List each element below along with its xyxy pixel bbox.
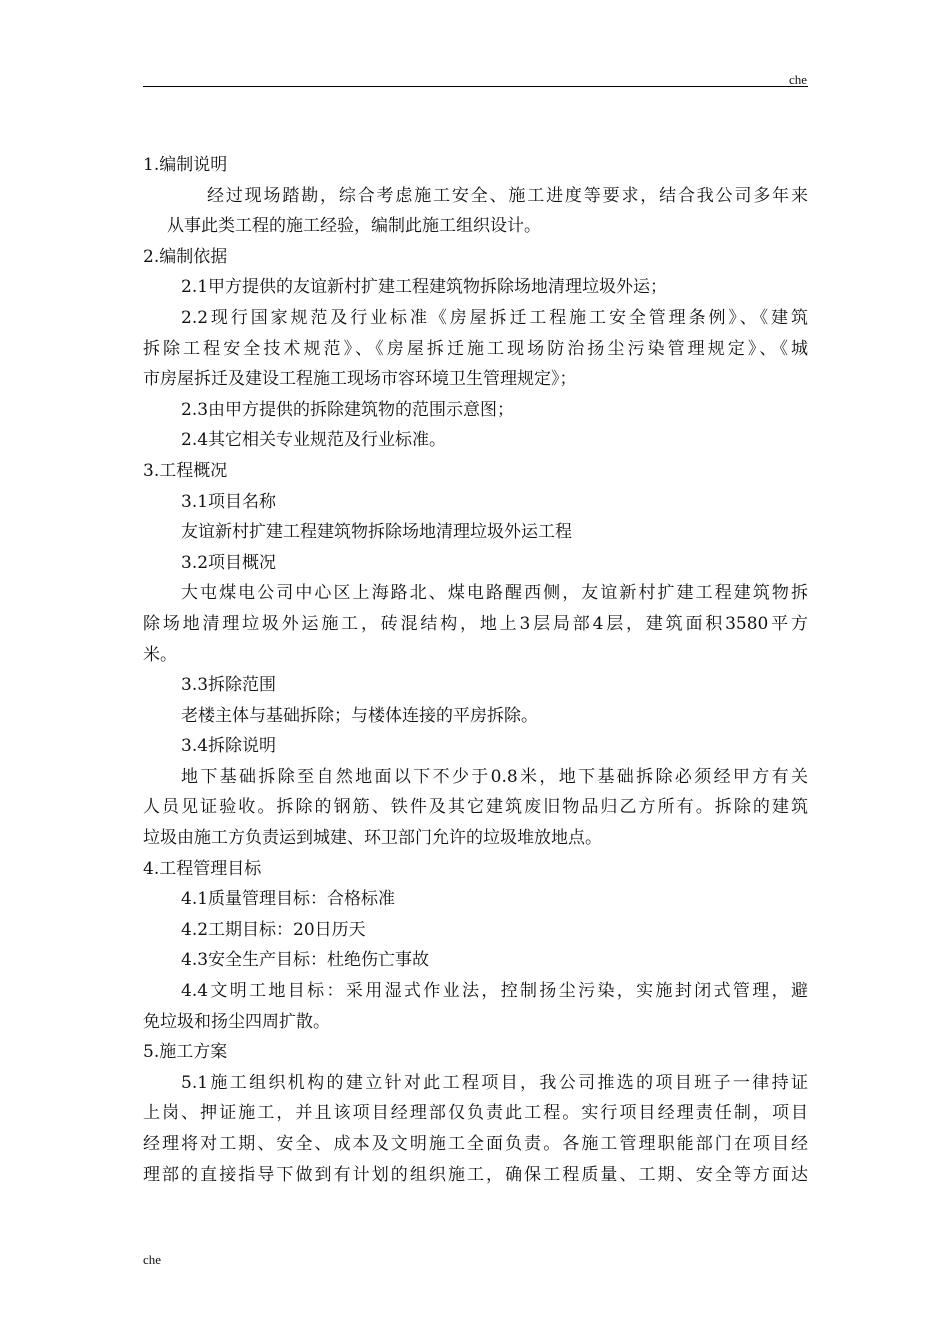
subheading: 3.2项目概况: [181, 552, 277, 573]
paragraph-line: 5.1施工组织机构的建立针对此工程项目，我公司推选的项目班子一律持证: [181, 1072, 808, 1093]
paragraph-line: 米。: [143, 644, 177, 665]
paragraph-line: 地下基础拆除至自然地面以下不少于0.8米，地下基础拆除必须经甲方有关: [181, 766, 808, 787]
paragraph-line: 4.1质量管理目标：合格标准: [181, 889, 396, 910]
paragraph-line: 经过现场踏勘，综合考虑施工安全、施工进度等要求，结合我公司多年来: [207, 185, 808, 206]
paragraph-line: 4.2工期目标：20日历天: [181, 919, 366, 940]
paragraph-line: 2.2现行国家规范及行业标准《房屋拆迁工程施工安全管理条例》、《建筑: [181, 307, 808, 328]
page-footer: che: [143, 1252, 162, 1267]
paragraph-line: 友谊新村扩建工程建筑物拆除场地清理垃圾外运工程: [181, 522, 572, 543]
paragraph-line: 大屯煤电公司中心区上海路北、煤电路醒西侧，友谊新村扩建工程建筑物拆: [181, 583, 808, 604]
heading-4: 4.工程管理目标: [143, 858, 262, 879]
paragraph-line: 4.3安全生产目标：杜绝伤亡事故: [181, 950, 430, 971]
paragraph-line: 2.3由甲方提供的拆除建筑物的范围示意图；: [181, 399, 515, 420]
subheading: 3.4拆除说明: [181, 736, 277, 757]
subheading: 3.1项目名称: [181, 491, 277, 512]
paragraph-line: 拆除工程安全技术规范》、《房屋拆迁施工现场防治扬尘污染管理规定》、《城: [143, 338, 808, 359]
paragraph-line: 老楼主体与基础拆除；与楼体连接的平房拆除。: [181, 705, 538, 726]
heading-1: 1.编制说明: [143, 155, 228, 175]
paragraph-line: 除场地清理垃圾外运施工，砖混结构，地上3层局部4层，建筑面积3580平方: [143, 613, 808, 634]
paragraph-line: 垃圾由施工方负责运到城建、环卫部门允许的垃圾堆放地点。: [143, 828, 602, 849]
paragraph-line: 免垃圾和扬尘四周扩散。: [143, 1011, 330, 1032]
heading-2: 2.编制依据: [143, 246, 228, 267]
paragraph-line: 理部的直接指导下做到有计划的组织施工，确保工程质量、工期、安全等方面达: [143, 1164, 808, 1185]
paragraph-line: 2.4其它相关专业规范及行业标准。: [181, 430, 447, 451]
paragraph-line: 4.4文明工地目标：采用湿式作业法，控制扬尘污染，实施封闭式管理，避: [181, 981, 808, 1002]
paragraph-line: 经理将对工期、安全、成本及文明施工全面负责。各施工管理职能部门在项目经: [143, 1134, 808, 1154]
paragraph-line: 人员见证验收。拆除的钢筋、铁件及其它建筑废旧物品归乙方所有。拆除的建筑: [143, 797, 808, 818]
heading-3: 3.工程概况: [143, 460, 228, 481]
paragraph-line: 2.1甲方提供的友谊新村扩建工程建筑物拆除场地清理垃圾外运；: [181, 277, 668, 298]
header-rule: [143, 86, 808, 87]
document-body: [143, 150, 808, 1190]
paragraph-line: 市房屋拆迁及建设工程施工现场市容环境卫生管理规定》；: [143, 369, 577, 390]
paragraph-line: 从事此类工程的施工经验，编制此施工组织设计。: [167, 216, 541, 237]
heading-5: 5.施工方案: [143, 1042, 228, 1063]
paragraph-line: 上岗、押证施工，并且该项目经理部仅负责此工程。实行项目经理责任制，项目: [143, 1103, 808, 1124]
subheading: 3.3拆除范围: [181, 675, 277, 696]
page-header: che: [788, 72, 807, 87]
